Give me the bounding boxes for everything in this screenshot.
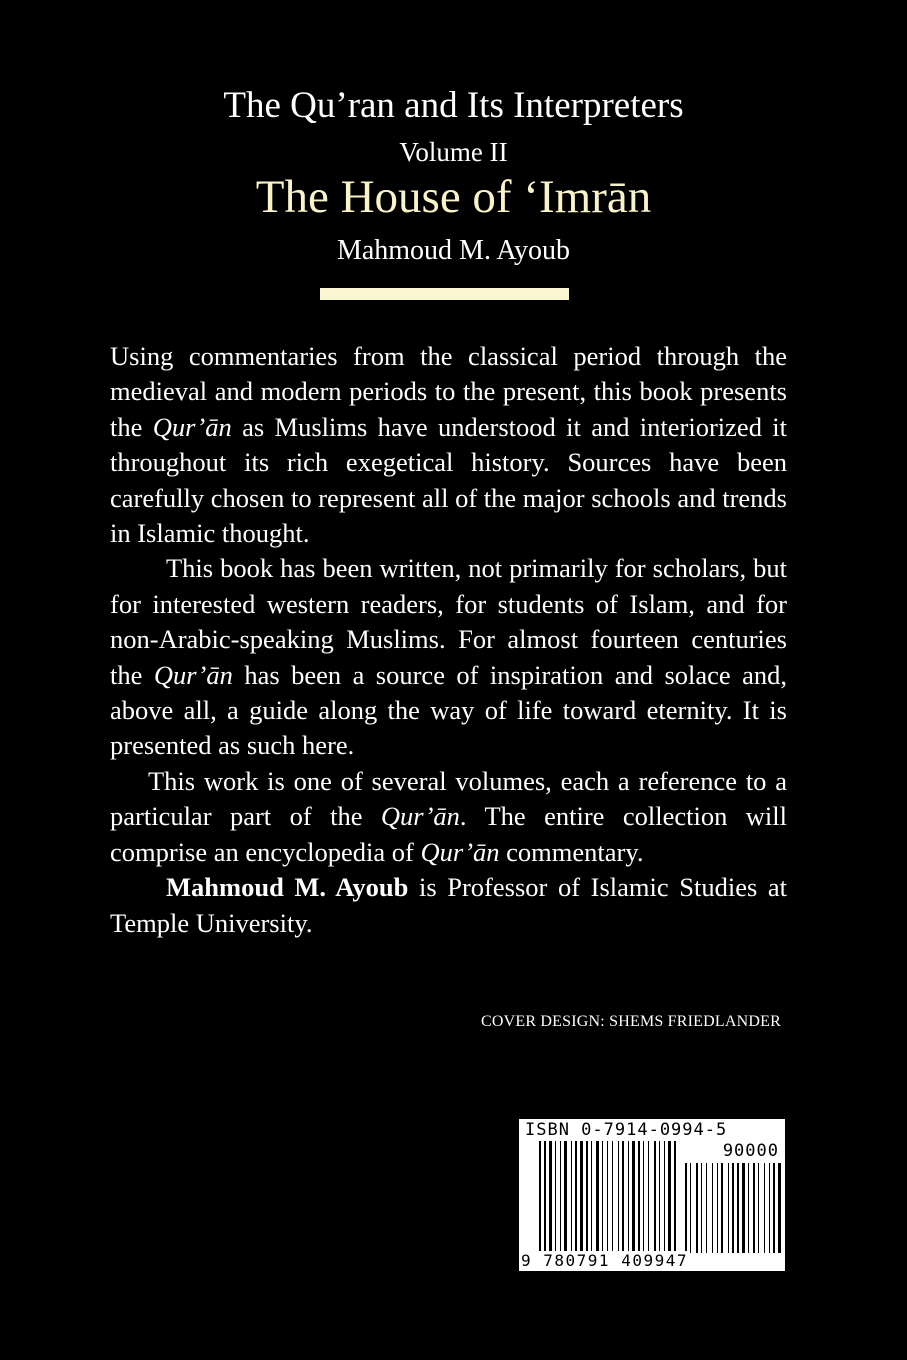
barcode-bar-0 [539,1141,541,1253]
barcode-bar-34 [721,1163,723,1253]
cover-design-credit: COVER DESIGN: SHEMS FRIEDLANDER [481,1013,781,1030]
book-title: The House of ‘Imrān [255,171,652,223]
barcode-bar-44 [773,1163,775,1253]
barcode-bar-11 [596,1141,599,1253]
barcode-bar-26 [674,1141,676,1253]
barcode-bar-24 [664,1141,665,1253]
barcode-bar-20 [643,1141,644,1253]
barcode-bar-27 [685,1163,687,1253]
barcode-bar-42 [764,1163,765,1253]
author-name: Mahmoud M. Ayoub [336,235,571,266]
barcode-bar-23 [659,1141,660,1253]
barcode-bar-38 [742,1163,745,1253]
barcode-bar-43 [769,1163,770,1253]
blurb [110,339,787,941]
barcode-bar-14 [612,1141,613,1253]
barcode-bar-21 [648,1141,649,1253]
barcode-bar-32 [712,1163,713,1253]
blurb-paragraph-3: This work is one of several volumes, each a reference to a particular part of the Qur’ān. The entire collection will comprise an encyclopedia of Qur’ān commentary. [110,765,787,867]
barcode-bar-2 [549,1141,552,1253]
barcode [519,1119,785,1271]
barcode-bar-39 [748,1163,749,1253]
decorative-rule [320,288,569,300]
series-title: The Qu’ran and Its Interpreters [223,85,684,126]
barcode-bar-30 [701,1163,702,1253]
barcode-bar-6 [571,1141,572,1253]
ean-digits: 9 780791 409947 [521,1251,688,1270]
barcode-bar-3 [555,1141,556,1253]
barcode-bar-37 [737,1163,739,1253]
barcode-bar-40 [753,1163,755,1253]
barcode-bar-28 [690,1163,691,1253]
volume-label: Volume II [399,137,508,167]
isbn-number: ISBN 0-7914-0994-5 [525,1120,728,1140]
author-bio: Mahmoud M. Ayoub is Professor of Islamic Studies at Temple University. [110,872,787,938]
barcode-bar-41 [758,1163,759,1253]
barcode-bar-19 [638,1141,640,1253]
barcode-bar-29 [696,1163,698,1253]
barcode-bar-1 [544,1141,546,1253]
barcode-bar-36 [732,1163,734,1253]
barcode-bar-9 [586,1141,588,1253]
barcode-bar-8 [580,1141,583,1253]
barcode-bar-16 [622,1141,624,1253]
price-code: 90000 [722,1141,779,1161]
barcode-bar-18 [632,1141,635,1253]
barcode-bar-10 [591,1141,592,1253]
barcode-bar-33 [717,1163,718,1253]
barcode-bar-15 [618,1141,619,1253]
barcode-bar-17 [628,1141,629,1253]
barcode-bar-4 [560,1141,561,1253]
blurb-paragraph-2: This book has been written, not primarily for scholars, but for interested western readers, for students of Islam, and for non-Arabic-speaking Muslims. For almost fourteen centuries the Qur’ān has been a source of inspiration and solace and, above all, a guide along the way of life toward eternity. It is presented as such here. [110,553,788,761]
barcode-bar-35 [728,1163,729,1253]
barcode-bar-13 [607,1141,608,1253]
barcode-bar-7 [575,1141,577,1253]
blurb-paragraph-1: Using commentaries from the classical period through the medieval and modern periods to the present, this book presents the Qur’ān as Muslims have understood it and interiorized it throughout its rich exegetical history. Sources have been carefully chosen to represent all of the major schools and trends in Islamic thought. [110,341,788,549]
barcode-bar-25 [668,1141,671,1253]
barcode-bar-31 [706,1163,707,1253]
barcode-bar-45 [778,1163,781,1253]
barcode-bar-22 [654,1141,656,1253]
barcode-bar-12 [602,1141,603,1253]
barcode-bar-5 [564,1141,567,1253]
